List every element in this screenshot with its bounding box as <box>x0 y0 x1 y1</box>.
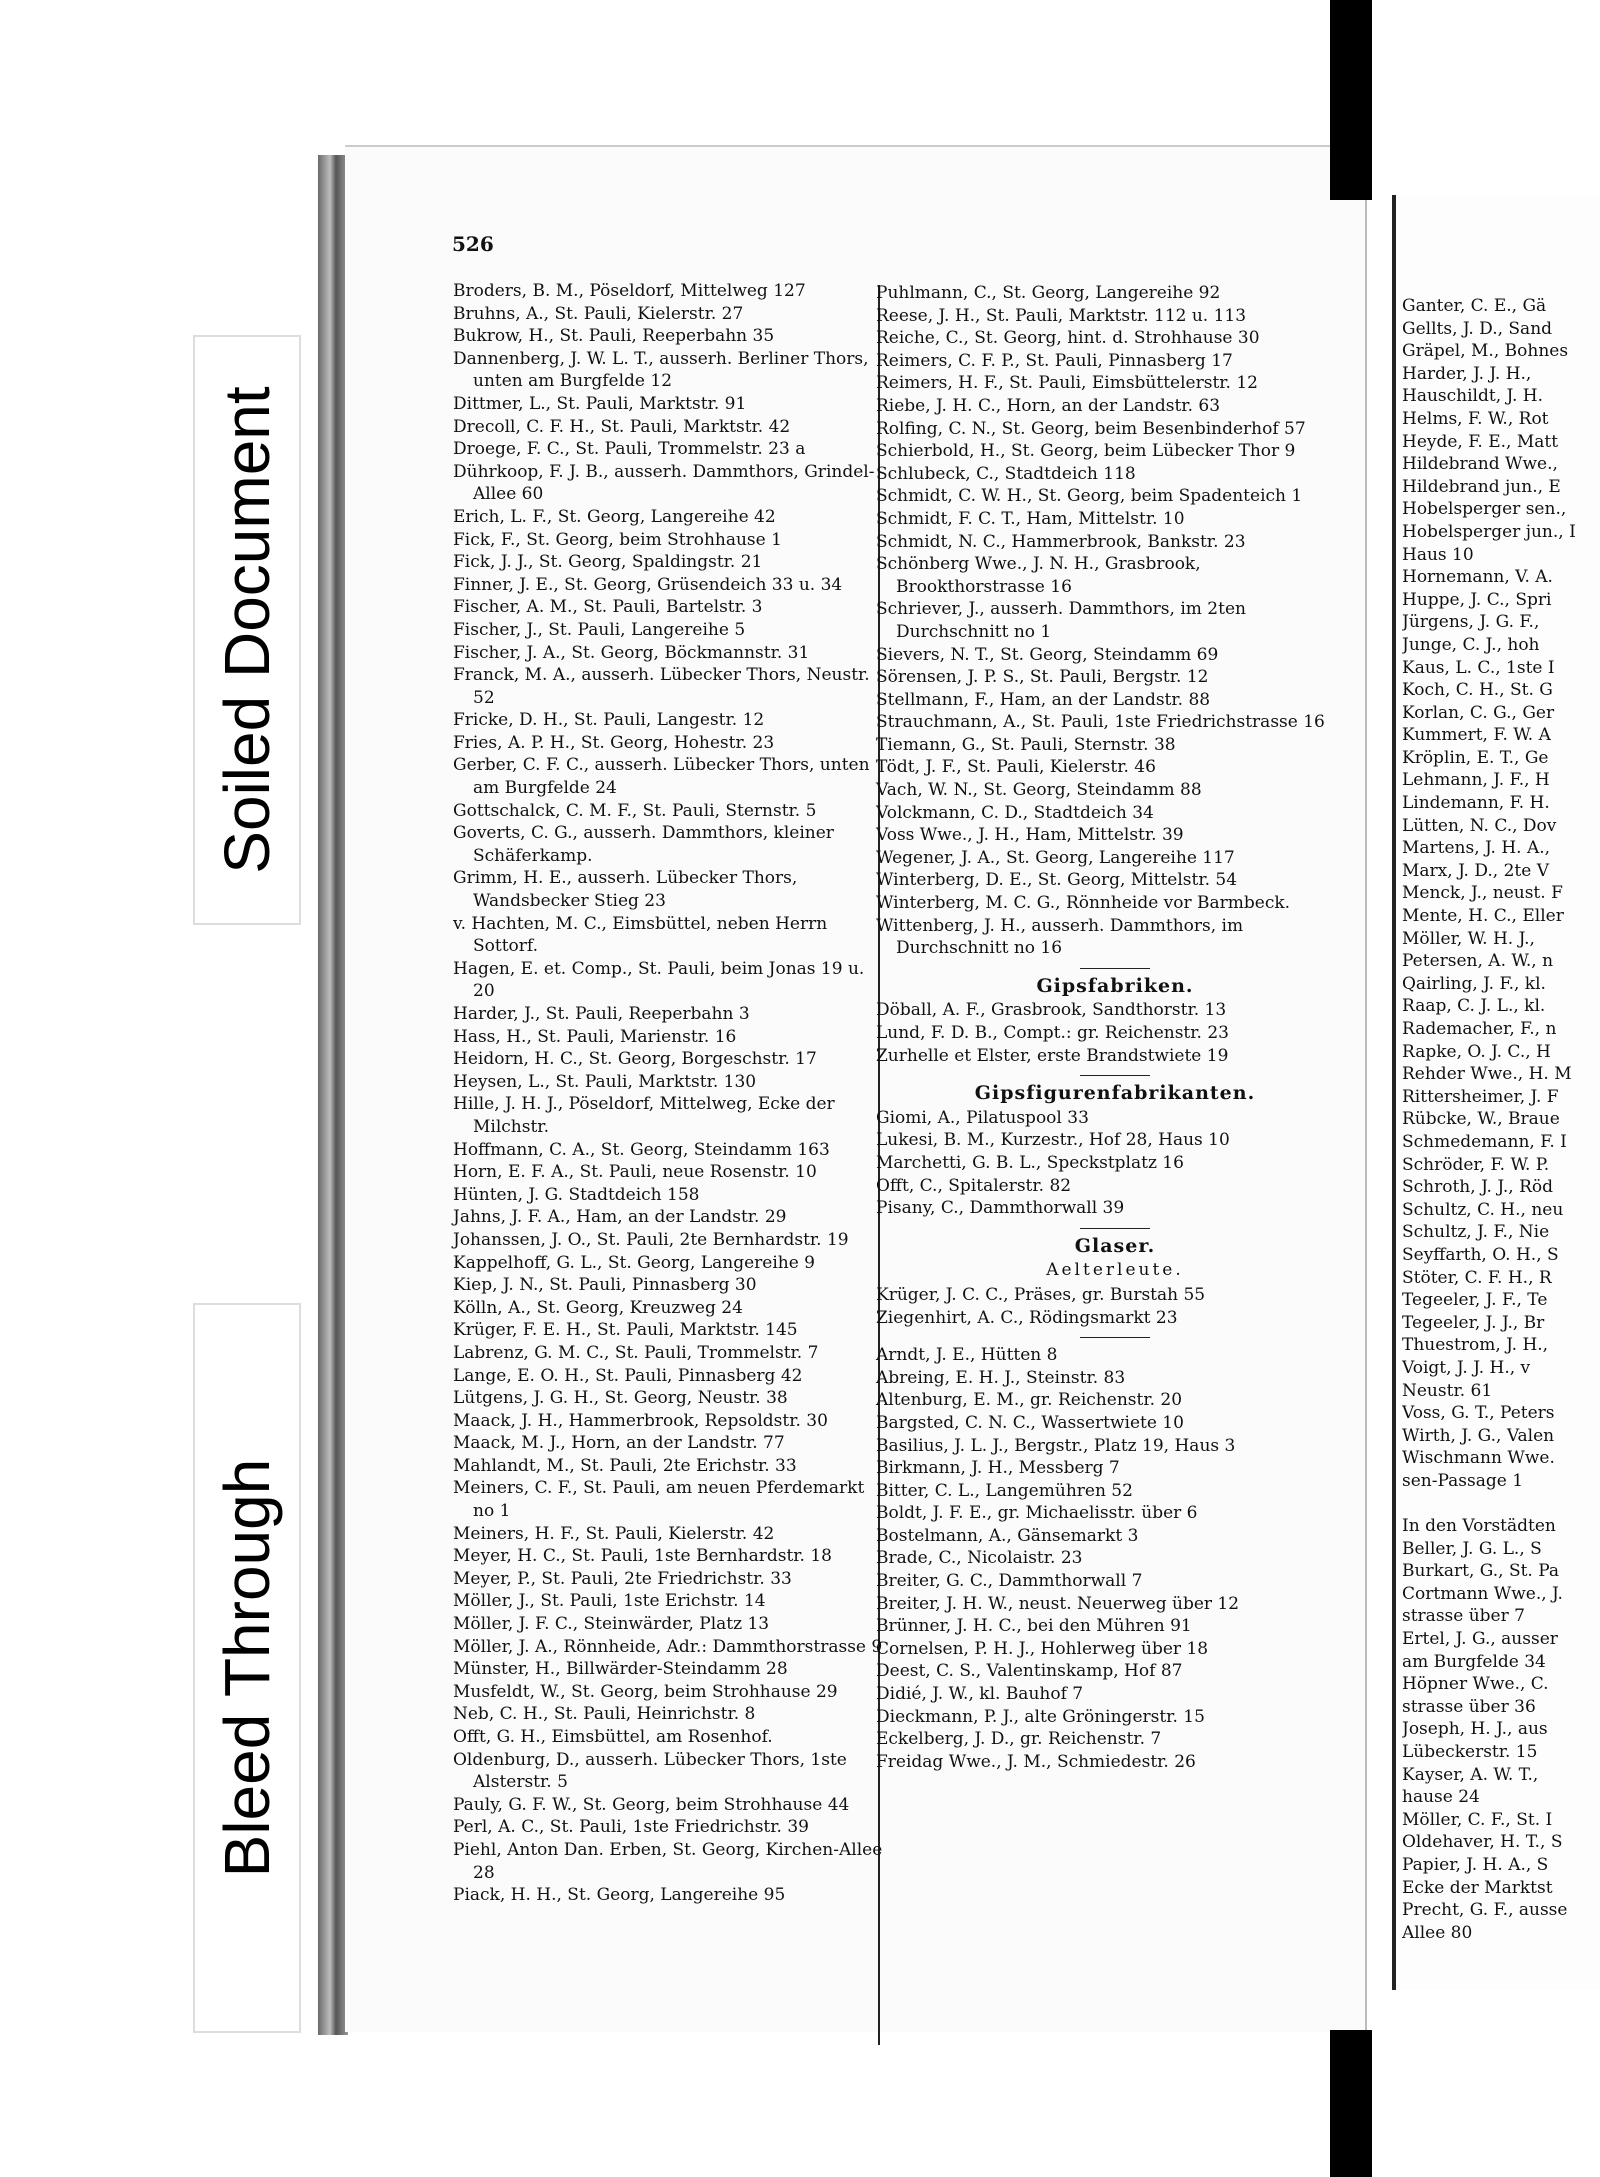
directory-entry-cut: am Burgfelde 34 <box>1402 1651 1546 1672</box>
directory-entry: Voss Wwe., J. H., Ham, Mittelstr. 39 <box>876 825 1184 846</box>
directory-column-right-cut <box>1402 295 1600 1944</box>
bleed-through-label-text: Bleed Through <box>211 1458 283 1878</box>
directory-entry-cut: Korlan, C. G., Ger <box>1402 702 1555 723</box>
directory-entry: Vach, W. N., St. Georg, Steindamm 88 <box>876 780 1202 801</box>
directory-entry: Breiter, G. C., Dammthorwall 7 <box>876 1571 1143 1592</box>
directory-entry: Oldenburg, D., ausserh. Lübecker Thors, 1ste Alsterstr. 5 <box>453 1749 847 1793</box>
directory-entry: Brade, C., Nicolaistr. 23 <box>876 1548 1083 1569</box>
directory-entry: Wittenberg, J. H., ausserh. Dammthors, im Durchschnitt no 16 <box>876 915 1244 959</box>
directory-entry-cut: Seyffarth, O. H., S <box>1402 1244 1559 1265</box>
directory-entry-cut: Tegeeler, J. F., Te <box>1402 1290 1548 1311</box>
directory-entry: Meyer, P., St. Pauli, 2te Friedrichstr. 33 <box>453 1568 792 1589</box>
directory-entry: Hünten, J. G. Stadtdeich 158 <box>453 1184 700 1205</box>
directory-entry-cut: Haus 10 <box>1402 544 1474 565</box>
directory-entry: Hagen, E. et. Comp., St. Pauli, beim Jonas 19 u. 20 <box>453 958 865 1002</box>
directory-entry-cut: Lindemann, F. H. <box>1402 793 1550 814</box>
directory-entry: Neb, C. H., St. Pauli, Heinrichstr. 8 <box>453 1704 756 1725</box>
directory-entry-cut: Höpner Wwe., C. <box>1402 1674 1549 1695</box>
directory-entry: Maack, J. H., Hammerbrook, Repsoldstr. 30 <box>453 1410 828 1431</box>
directory-entry: Hass, H., St. Pauli, Marienstr. 16 <box>453 1026 737 1047</box>
directory-entry-cut: sen-Passage 1 <box>1402 1470 1524 1491</box>
section-rule <box>1080 1337 1150 1338</box>
directory-entry: Möller, J. A., Rönnheide, Adr.: Dammthorstrasse 9 <box>453 1636 883 1657</box>
directory-entry-cut: Stöter, C. F. H., R <box>1402 1267 1552 1288</box>
directory-entry: Maack, M. J., Horn, an der Landstr. 77 <box>453 1433 785 1454</box>
directory-entry: Schlubeck, C., Stadtdeich 118 <box>876 463 1136 484</box>
directory-entry: Schmidt, F. C. T., Ham, Mittelstr. 10 <box>876 508 1185 529</box>
directory-entry: Deest, C. S., Valentinskamp, Hof 87 <box>876 1661 1183 1682</box>
directory-column-left <box>453 280 883 1907</box>
directory-entry: Grimm, H. E., ausserh. Lübecker Thors, Wandsbecker Stieg 23 <box>453 868 798 912</box>
directory-entry-cut: Gräpel, M., Bohnes <box>1402 341 1569 362</box>
directory-entry: Erich, L. F., St. Georg, Langereihe 42 <box>453 506 776 527</box>
directory-entry-cut: Hauschildt, J. H. <box>1402 386 1544 407</box>
directory-entry: Reiche, C., St. Georg, hint. d. Strohhause 30 <box>876 328 1260 349</box>
directory-entry: Schmidt, N. C., Hammerbrook, Bankstr. 23 <box>876 531 1246 552</box>
directory-entry: Perl, A. C., St. Pauli, 1ste Friedrichstr. 39 <box>453 1817 809 1838</box>
directory-entry: Bitter, C. L., Langemühren 52 <box>876 1480 1133 1501</box>
directory-entry: Basilius, J. L. J., Bergstr., Platz 19, Haus 3 <box>876 1435 1236 1456</box>
directory-entry-cut: Oldehaver, H. T., S <box>1402 1832 1563 1853</box>
directory-entry: Meiners, H. F., St. Pauli, Kielerstr. 42 <box>453 1523 775 1544</box>
directory-entry: Eckelberg, J. D., gr. Reichenstr. 7 <box>876 1729 1162 1750</box>
directory-entry-cut: Wirth, J. G., Valen <box>1402 1425 1555 1446</box>
scan-border-bottom <box>1330 2030 1372 2177</box>
directory-entry: Schmidt, C. W. H., St. Georg, beim Spadenteich 1 <box>876 486 1303 507</box>
directory-entry: Heidorn, H. C., St. Georg, Borgeschstr. 17 <box>453 1049 817 1070</box>
directory-entry: Piack, H. H., St. Georg, Langereihe 95 <box>453 1885 786 1906</box>
directory-entry: Gottschalck, C. M. F., St. Pauli, Sternstr. 5 <box>453 800 817 821</box>
directory-entry-cut: Hornemann, V. A. <box>1402 567 1553 588</box>
directory-entry-cut: Koch, C. H., St. G <box>1402 680 1553 701</box>
directory-entry: Piehl, Anton Dan. Erben, St. Georg, Kirchen-Allee 28 <box>453 1839 883 1883</box>
directory-entry-cut: Schmedemann, F. I <box>1402 1131 1567 1152</box>
directory-entry-cut: Lütten, N. C., Dov <box>1402 815 1557 836</box>
directory-entry: Reimers, C. F. P., St. Pauli, Pinnasberg 17 <box>876 350 1233 371</box>
directory-entry-cut: Joseph, H. J., aus <box>1402 1719 1548 1740</box>
directory-entry-cut: Hildebrand Wwe., <box>1402 454 1558 475</box>
directory-entry: Harder, J., St. Pauli, Reeperbahn 3 <box>453 1004 750 1024</box>
directory-entry: Finner, J. E., St. Georg, Grüsendeich 33 u. 34 <box>453 574 843 595</box>
directory-entry: Offt, C., Spitalerstr. 82 <box>876 1175 1072 1196</box>
directory-entry: Stellmann, F., Ham, an der Landstr. 88 <box>876 689 1211 710</box>
directory-entry: Rolfing, C. N., St. Georg, beim Besenbinderhof 57 <box>876 418 1306 439</box>
glaser-list <box>876 1344 1354 1773</box>
directory-entry: Hoffmann, C. A., St. Georg, Steindamm 163 <box>453 1139 830 1160</box>
directory-entry-cut: Junge, C. J., hoh <box>1402 634 1540 655</box>
directory-entry: Schriever, J., ausserh. Dammthors, im 2ten Durchschnitt no 1 <box>876 599 1246 642</box>
directory-entry: Johanssen, J. O., St. Pauli, 2te Bernhardstr. 19 <box>453 1229 849 1250</box>
directory-entry: Bostelmann, A., Gänsemarkt 3 <box>876 1525 1139 1546</box>
directory-entry-cut: Allee 80 <box>1402 1922 1473 1943</box>
directory-entry-cut: Petersen, A. W., n <box>1402 951 1554 972</box>
directory-entry-cut: In den Vorstädten <box>1402 1516 1556 1537</box>
directory-entry-cut: Heyde, F. E., Matt <box>1402 431 1559 452</box>
directory-entry-cut: Kaus, L. C., 1ste I <box>1402 657 1555 678</box>
directory-entry-cut: Möller, C. F., St. I <box>1402 1809 1553 1830</box>
directory-entry: Puhlmann, C., St. Georg, Langereihe 92 <box>876 283 1221 303</box>
section-rule <box>1080 1075 1150 1076</box>
soiled-document-label-text: Soiled Document <box>211 386 283 874</box>
directory-entry-cut: Rehder Wwe., H. M <box>1402 1064 1572 1085</box>
directory-entry-cut: Neustr. 61 <box>1402 1380 1493 1401</box>
directory-entry: Lukesi, B. M., Kurzestr., Hof 28, Haus 10 <box>876 1130 1230 1151</box>
directory-entry: v. Hachten, M. C., Eimsbüttel, neben Herrn Sottorf. <box>453 913 828 957</box>
directory-entry: Bruhns, A., St. Pauli, Kielerstr. 27 <box>453 303 744 324</box>
directory-entry: Fricke, D. H., St. Pauli, Langestr. 12 <box>453 710 765 731</box>
directory-entry: Meiners, C. F., St. Pauli, am neuen Pferdemarkt no 1 <box>453 1478 865 1522</box>
directory-entry-cut: Burkart, G., St. Pa <box>1402 1561 1560 1582</box>
directory-entry: Pisany, C., Dammthorwall 39 <box>876 1198 1125 1219</box>
directory-entry-cut: hause 24 <box>1402 1787 1480 1808</box>
directory-entry-cut: Ganter, C. E., Gä <box>1402 296 1547 316</box>
directory-entry: Döball, A. F., Grasbrook, Sandthorstr. 13 <box>876 1000 1227 1021</box>
directory-entry: Lund, F. D. B., Compt.: gr. Reichenstr. 23 <box>876 1023 1229 1043</box>
aelterleute-list <box>876 1284 1354 1329</box>
directory-entry-cut: Raap, C. J. L., kl. <box>1402 996 1546 1017</box>
directory-entry: Arndt, J. E., Hütten 8 <box>876 1345 1058 1366</box>
directory-entry-cut: Rübcke, W., Braue <box>1402 1109 1560 1130</box>
page-number: 526 <box>452 232 494 256</box>
directory-entry: Horn, E. F. A., St. Pauli, neue Rosenstr. 10 <box>453 1162 817 1183</box>
directory-entry-cut: Kummert, F. W. A <box>1402 725 1551 746</box>
directory-entry: Münster, H., Billwärder-Steindamm 28 <box>453 1659 788 1680</box>
directory-entry-cut: Harder, J. J. H., <box>1402 363 1532 384</box>
directory-entry-cut: Schultz, C. H., neu <box>1402 1199 1564 1220</box>
directory-entry: Möller, J. F. C., Steinwärder, Platz 13 <box>453 1614 770 1635</box>
directory-entry: Winterberg, D. E., St. Georg, Mittelstr. 54 <box>876 870 1238 891</box>
directory-entry: Reese, J. H., St. Pauli, Marktstr. 112 u. 113 <box>876 305 1247 326</box>
directory-entry: Krüger, J. C. C., Präses, gr. Burstah 55 <box>876 1284 1206 1305</box>
directory-entry: Fischer, J. A., St. Georg, Böckmannstr. 31 <box>453 642 810 663</box>
directory-entry: Tiemann, G., St. Pauli, Sternstr. 38 <box>876 734 1176 755</box>
directory-entry: Tödt, J. F., St. Pauli, Kielerstr. 46 <box>876 757 1156 778</box>
directory-entry-cut: strasse über 7 <box>1402 1606 1525 1627</box>
directory-entry: Winterberg, M. C. G., Rönnheide vor Barmbeck. <box>876 893 1291 914</box>
directory-entry-cut: Rademacher, F., n <box>1402 1019 1557 1039</box>
directory-entry: Mahlandt, M., St. Pauli, 2te Erichstr. 33 <box>453 1455 797 1476</box>
directory-entry: Birkmann, J. H., Messberg 7 <box>876 1458 1120 1479</box>
directory-entry: Lange, E. O. H., St. Pauli, Pinnasberg 42 <box>453 1365 803 1386</box>
directory-entry: Pauly, G. F. W., St. Georg, beim Strohhause 44 <box>453 1794 850 1815</box>
directory-entry-cut: Wischmann Wwe. <box>1402 1448 1555 1469</box>
directory-entry: Offt, G. H., Eimsbüttel, am Rosenhof. <box>453 1727 773 1747</box>
directory-entry: Ziegenhirt, A. C., Rödingsmarkt 23 <box>876 1307 1178 1328</box>
directory-entry: Marchetti, G. B. L., Speckstplatz 16 <box>876 1152 1184 1173</box>
directory-entry-cut: strasse über 36 <box>1402 1696 1536 1717</box>
directory-entry: Lütgens, J. G. H., St. Georg, Neustr. 38 <box>453 1388 788 1409</box>
directory-entry: Meyer, H. C., St. Pauli, 1ste Bernhardstr. 18 <box>453 1546 832 1567</box>
directory-entry-cut: Ertel, J. G., ausser <box>1402 1629 1558 1650</box>
directory-entry-cut: Papier, J. H. A., S <box>1402 1854 1549 1875</box>
directory-entry-cut: Voigt, J. J. H., v <box>1402 1357 1531 1378</box>
directory-entry: Dannenberg, J. W. L. T., ausserh. Berliner Thors, unten am Burgfelde 12 <box>453 348 869 392</box>
gipsfabriken-list <box>876 999 1354 1067</box>
directory-entry-cut: Thuestrom, J. H., <box>1402 1335 1549 1356</box>
directory-entry-cut: Beller, J. G. L., S <box>1402 1538 1542 1559</box>
section-heading-glaser: Glaser. <box>1074 1234 1156 1257</box>
directory-entry: Giomi, A., Pilatuspool 33 <box>876 1107 1089 1128</box>
directory-entry-cut: Rittersheimer, J. F <box>1402 1086 1559 1107</box>
directory-entry-cut: Schultz, J. F., Nie <box>1402 1222 1550 1243</box>
section-rule <box>1080 1228 1150 1229</box>
directory-entry-cut: Hobelsperger jun., I <box>1402 521 1576 542</box>
directory-entry: Jahns, J. F. A., Ham, an der Landstr. 29 <box>453 1207 787 1228</box>
directory-entry: Droege, F. C., St. Pauli, Trommelstr. 23 a <box>453 439 806 460</box>
book-spine-edge <box>318 155 348 2035</box>
directory-entry: Fischer, J., St. Pauli, Langereihe 5 <box>453 619 746 640</box>
directory-entry: Franck, M. A., ausserh. Lübecker Thors, Neustr. 52 <box>453 665 870 708</box>
directory-entry-cut: Ecke der Marktst <box>1402 1877 1553 1898</box>
directory-entry: Drecoll, C. F. H., St. Pauli, Marktstr. 42 <box>453 416 791 437</box>
directory-entry: Zurhelle et Elster, erste Brandstwiete 19 <box>876 1045 1229 1066</box>
directory-entry: Breiter, J. H. W., neust. Neuerweg über 12 <box>876 1593 1240 1614</box>
directory-entry: Bargsted, C. N. C., Wassertwiete 10 <box>876 1412 1184 1433</box>
directory-entry: Fick, F., St. Georg, beim Strohhause 1 <box>453 529 782 550</box>
directory-entry: Dittmer, L., St. Pauli, Marktstr. 91 <box>453 393 747 414</box>
directory-entry: Hille, J. H. J., Pöseldorf, Mittelweg, Ecke der Milchstr. <box>453 1094 835 1137</box>
directory-entry-cut: Hildebrand jun., E <box>1402 476 1561 497</box>
subheading-aelterleute: Aelterleute. <box>1046 1260 1184 1281</box>
directory-entry: Boldt, J. F. E., gr. Michaelisstr. über 6 <box>876 1503 1198 1524</box>
directory-entry: Wegener, J. A., St. Georg, Langereihe 117 <box>876 847 1235 868</box>
directory-entry: Sievers, N. T., St. Georg, Steindamm 69 <box>876 644 1219 665</box>
directory-entry-cut: Mente, H. C., Eller <box>1402 906 1564 927</box>
directory-entry-cut: Kayser, A. W. T., <box>1402 1764 1539 1785</box>
directory-entry: Bukrow, H., St. Pauli, Reeperbahn 35 <box>453 326 775 347</box>
section-heading-gipsfigurenfabrikanten: Gipsfigurenfabrikanten. <box>974 1082 1256 1105</box>
directory-entry-cut: Menck, J., neust. F <box>1402 883 1563 904</box>
directory-entry: Dührkoop, F. J. B., ausserh. Dammthors, Grindel-Allee 60 <box>453 461 875 505</box>
directory-entry: Broders, B. M., Pöseldorf, Mittelweg 127 <box>453 281 806 301</box>
directory-entry: Fischer, A. M., St. Pauli, Bartelstr. 3 <box>453 597 763 618</box>
directory-entry: Volckmann, C. D., Stadtdeich 34 <box>876 802 1154 823</box>
directory-entry: Krüger, F. E. H., St. Pauli, Marktstr. 145 <box>453 1320 798 1341</box>
section-rule <box>1080 968 1150 969</box>
directory-entry: Riebe, J. H. C., Horn, an der Landstr. 63 <box>876 395 1221 416</box>
directory-entry: Musfeldt, W., St. Georg, beim Strohhause 29 <box>453 1681 838 1702</box>
directory-entry: Goverts, C. G., ausserh. Dammthors, kleiner Schäferkamp. <box>453 823 834 866</box>
directory-entry-cut: Kröplin, E. T., Ge <box>1402 747 1549 768</box>
directory-entry-cut: Lehmann, J. F., H <box>1402 770 1550 791</box>
directory-entry-cut <box>1402 1492 1600 1515</box>
soiled-document-label <box>193 335 301 925</box>
directory-entry: Abreing, E. H. J., Steinstr. 83 <box>876 1367 1126 1388</box>
directory-entry-cut: Schröder, F. W. P. <box>1402 1154 1550 1175</box>
directory-entry-cut: Marx, J. D., 2te V <box>1402 860 1549 881</box>
directory-entry: Sörensen, J. P. S., St. Pauli, Bergstr. 12 <box>876 667 1209 688</box>
directory-entry: Gerber, C. F. C., ausserh. Lübecker Thors, unten am Burgfelde 24 <box>453 755 870 799</box>
directory-entry-cut: Hobelsperger sen., <box>1402 499 1567 520</box>
directory-entry: Labrenz, G. M. C., St. Pauli, Trommelstr. 7 <box>453 1342 819 1363</box>
directory-entry: Fick, J. J., St. Georg, Spaldingstr. 21 <box>453 552 763 573</box>
directory-entry: Kappelhoff, G. L., St. Georg, Langereihe 9 <box>453 1252 815 1273</box>
directory-entry-cut: Helms, F. W., Rot <box>1402 408 1549 429</box>
scan-border-top <box>1330 0 1372 200</box>
directory-entry-cut: Voss, G. T., Peters <box>1402 1403 1555 1424</box>
gipsfigurenfabrikanten-list <box>876 1107 1354 1220</box>
directory-entry: Kiep, J. N., St. Pauli, Pinnasberg 30 <box>453 1275 757 1296</box>
directory-entry: Fries, A. P. H., St. Georg, Hohestr. 23 <box>453 732 775 753</box>
directory-entry-cut: Möller, W. H. J., <box>1402 928 1535 949</box>
section-heading-gipsfabriken: Gipsfabriken. <box>1036 974 1194 997</box>
directory-entry: Strauchmann, A., St. Pauli, 1ste Friedrichstrasse 16 <box>876 712 1325 733</box>
directory-entry-cut: Gellts, J. D., Sand <box>1402 318 1553 339</box>
directory-entry-cut: Qairling, J. F., kl. <box>1402 973 1546 994</box>
directory-entry-cut: Jürgens, J. G. F., <box>1402 612 1540 633</box>
directory-entry: Freidag Wwe., J. M., Schmiedestr. 26 <box>876 1751 1196 1772</box>
directory-entry-cut: Huppe, J. C., Spri <box>1402 589 1552 610</box>
directory-entry: Schönberg Wwe., J. N. H., Grasbrook, Brookthorstrasse 16 <box>876 554 1201 597</box>
directory-entry: Brünner, J. H. C., bei den Mühren 91 <box>876 1616 1192 1637</box>
directory-entry: Heysen, L., St. Pauli, Marktstr. 130 <box>453 1071 757 1092</box>
directory-entry-cut: Cortmann Wwe., J. <box>1402 1583 1563 1604</box>
directory-column-middle <box>876 282 1354 1773</box>
directory-entry-cut: Schroth, J. J., Röd <box>1402 1177 1553 1198</box>
directory-entry: Möller, J., St. Pauli, 1ste Erichstr. 14 <box>453 1591 766 1612</box>
directory-entry: Reimers, H. F., St. Pauli, Eimsbüttelerstr. 12 <box>876 373 1258 394</box>
directory-entry: Kölln, A., St. Georg, Kreuzweg 24 <box>453 1297 743 1318</box>
directory-entry-cut: Lübeckerstr. 15 <box>1402 1742 1538 1762</box>
directory-entry: Altenburg, E. M., gr. Reichenstr. 20 <box>876 1390 1183 1411</box>
directory-entry: Cornelsen, P. H. J., Hohlerweg über 18 <box>876 1638 1209 1659</box>
directory-entry-cut: Tegeeler, J. J., Br <box>1402 1312 1545 1333</box>
bleed-through-label <box>193 1303 301 2033</box>
directory-entry-cut: Martens, J. H. A., <box>1402 838 1551 859</box>
directory-entry-cut: Precht, G. F., ausse <box>1402 1900 1568 1921</box>
directory-entry: Didié, J. W., kl. Bauhof 7 <box>876 1684 1084 1705</box>
directory-entry: Schierbold, H., St. Georg, beim Lübecker Thor 9 <box>876 441 1296 462</box>
directory-entry-cut: Rapke, O. J. C., H <box>1402 1041 1551 1062</box>
entries-list <box>876 282 1354 960</box>
directory-entry: Dieckmann, P. J., alte Gröningerstr. 15 <box>876 1706 1205 1727</box>
